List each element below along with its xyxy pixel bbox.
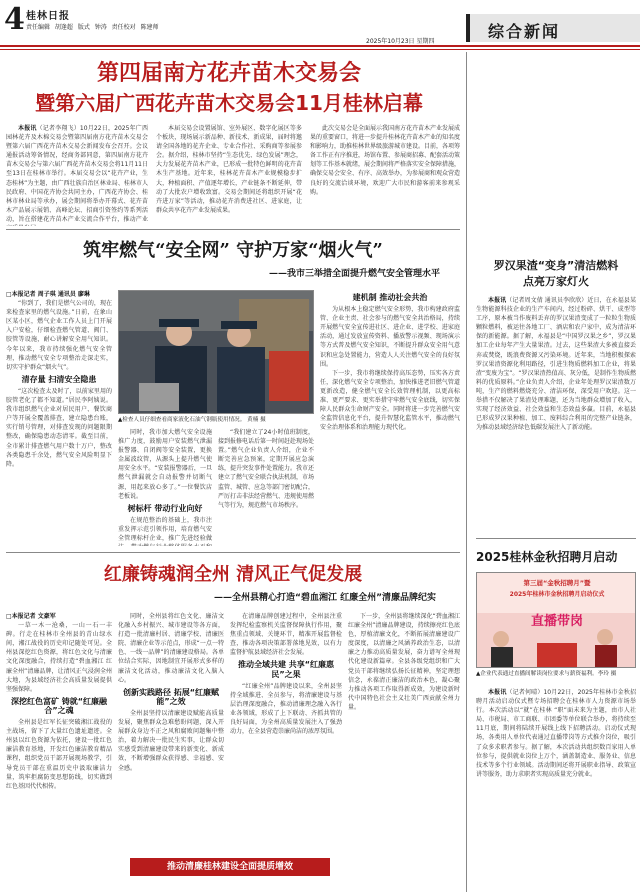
lead-headline: [0, 60, 458, 118]
section-name: 综合新闻: [488, 22, 561, 41]
gas-headline-block: [6, 236, 460, 279]
lead-headline-line2: 暨第六届广西花卉苗木交易会11月桂林启幕: [35, 91, 423, 115]
recruitment-photo: [476, 572, 636, 668]
clean-title: [6, 560, 460, 586]
gas-text-3a: “我们建立了24小时值班制度，接到报修电话后第一时间赶赴现场处置。”燃气企业负责人介绍，企业不断完善应急预案，定期开展应急演练，提升突发事件处置能力。我市还建立了燃气安全联合执法机制，市场监管、城管、应急等部门密切配合，严厉打击非法经营燃气、违规使用燃气等行为，规范燃气市场秩序。: [218, 429, 314, 509]
sidebar-story2-byline: 本报讯: [488, 689, 507, 696]
clean-subheading-2: 创新实践路径 拓展“红廉赋能”之效: [122, 687, 220, 706]
page-header: [0, 0, 640, 52]
sidebar-story1-byline: 本报讯: [488, 297, 507, 304]
clean-column-4: [348, 612, 460, 854]
header-rule-thin: [0, 49, 640, 50]
sidebar-story1-title: [476, 258, 636, 290]
clean-subheading-1: 深挖红色富矿 铸就“红廉融合”之魂: [10, 696, 108, 715]
banner-text-3: 直播带岗: [530, 614, 584, 629]
banner-text-1: 第三届“金秋招聘月”暨: [523, 579, 591, 587]
clean-subheading-3: 推动全域共建 共享“红廉惠民”之果: [237, 660, 335, 679]
sidebar-divider: [466, 52, 467, 892]
sidebar-story2-body: [476, 688, 636, 892]
gas-byline: □本报记者 周子琪 通讯员 廖琳: [6, 291, 90, 298]
gas-text-4: 下一步，我市将继续保持高压态势，压实各方责任，深化燃气安全专项整治，加快推进老旧燃气管道更新改造，健全燃气安全长效管理机制，以更高标准、更严要求、更实举措守牢燃气安全底线，切实保障人民群众生命财产安全。同时将进一步完善燃气安全监管信息化平台，提升智慧化监管水平，推动燃气安全治理体系和治理能力现代化。: [320, 369, 460, 432]
gas-bottom-rule: [6, 552, 460, 553]
page-number: 4: [4, 2, 25, 37]
lead-column-2: [156, 124, 302, 226]
gas-intro: “你到了，我们是燃气公司的，现在来检查家里的燃气设施。”日前，在象山区某小区，燃气企业工作人员上门开展入户安检，仔细检查燃气管道、阀门、胶管等设施，耐心讲解安全用气知识。今年以来，我市持续强化燃气安全管理，推动燃气安全专项整治走深走实，切实守护群众“烟火气”。: [6, 300, 112, 371]
clean-column-2: [118, 612, 224, 854]
lead-text-3: 此次交易会是全面展示我国南方花卉苗木产业发展成果的重要窗口，将进一步提升桂林花卉苗木产业的知名度和影响力，助推桂林世界级旅游城市建设。目前，各项筹备工作正有序推进，场馆布置、参展商招募、配套活动策划等工作基本就绪，展会期间将严格落实安全保障措施，确保交易会安全、有序、高效举办，为参展商和观众营造良好的交流洽谈环境，欢迎广大市民和游客前来参观采购。: [310, 125, 460, 196]
editor-credits: 责任编辑 胡逢超 版式 钟涛 责任校对 陈建师: [26, 24, 159, 31]
gas-text-2a: 同时，我市加大燃气安全设施推广力度，鼓励用户安装燃气泄漏报警器、自闭阀等安全装置，更换金属波纹管，从源头上提升燃气使用安全水平。“安装报警器后，一旦燃气泄漏就会自动报警并切断气源，用起来放心多了。”一位餐饮店老板说。: [118, 429, 212, 500]
lead-bottom-rule: [6, 229, 460, 230]
sidebar-story2-title: 2025桂林金秋招聘月启动: [476, 550, 618, 564]
clean-title-red-char: 红: [103, 564, 122, 585]
clean-text-2: 全州县坚持以清廉建设赋能高质量发展，聚焦群众急难愁盼问题，深入开展群众身边不正之风和腐败问题集中整治，着力解决一批民生实事，让群众切实感受到清廉建设带来的新变化、新成效，不断增强群众获得感、幸福感、安全感。: [118, 709, 224, 772]
gas-column-3: [218, 428, 314, 546]
gas-photo: [118, 290, 314, 414]
lead-column-3: [310, 124, 460, 226]
clean-title-text: 廉铸魂润全州 清风正气促发展: [121, 564, 363, 585]
section-tab-accent: [466, 14, 470, 42]
gas-subheading-1: 清存量 扫清安全隐患: [21, 374, 97, 384]
lead-column-1: [6, 124, 148, 226]
gas-text-2: 在规范整治的基础上，我市注重发挥示范引领作用，培育燃气安全管理标杆企业，推广先进经验做: [118, 516, 212, 543]
gas-column-2: [118, 428, 212, 546]
recruitment-photo-caption: ▲企业代表通过直播间解读岗位要求与薪资福利。李玲 摄: [476, 671, 617, 677]
clean-text-3a: 在清廉品牌创建过程中，全州县注重发挥纪检监察机关监督保障执行作用，聚焦重点领域、关键环节，精准开展监督检查，推动各项决策部署落地见效，以有力监督护航县域经济社会发展。: [230, 613, 342, 657]
clean-column-1: [6, 612, 112, 854]
gas-subtitle: ——我市三举措全面提升燃气安全管理水平: [268, 269, 440, 279]
clean-text-1a: 一草一木一沧桑，一山一石一丰碑。行走在桂林市全州县的青山绿水间，湘江战役的历史印记随处可见。全州县深挖红色资源，将红色文化与清廉文化深度融合，持续打造“碧血湘江 红廉全州”清廉品牌，让清风正气浸润全州大地，为县域经济社会高质量发展提供坚强保障。: [6, 622, 112, 693]
gas-subheading-3: 建机制 推动社会共治: [352, 293, 428, 302]
recruitment-banner-icon: [477, 573, 636, 668]
clean-text-4: 下一步，全州县将继续深化“碧血湘江 红廉全州”清廉品牌建设，持续擦亮红色底色，厚植清廉文化，不断拓展清廉建设广度深度，以清廉之风涵养政治生态，以清廉之力推动高质量发展，奋力谱写全州现代化建设新篇章。全县各级党组织和广大党员干部将继续弘扬长征精神，坚定理想信念，永葆清正廉洁的政治本色，凝心聚力推动各项工作取得新成效，为建设新时代中国特色社会主义壮美广西贡献全州力量。: [348, 613, 460, 711]
gas-subheading-2: 树标杆 带动行业向好: [127, 503, 203, 513]
clean-text-1: 全州县是红军长征突破湘江战役的主战场，留下了大量红色遗址遗迹。全州县以红色资源为依托，建设一批红色廉洁教育基地，开发红色廉洁教育精品课程，组织党员干部开展现场教学，引导党员干部在重温历史中汲取廉洁力量，筑牢拒腐防变思想防线，切实做到红色基因代代相传。: [6, 719, 112, 790]
promo-bar: 推动清廉桂林建设全面提质增效: [130, 858, 330, 876]
gas-title: 筑牢燃气“安全网” 守护万家“烟火气”: [83, 240, 383, 261]
section-tab: [466, 14, 640, 42]
gas-text-1: “这次检查太及时了，以前家里用的胶管老化了都不知道。”居民李阿姨说。我市组织燃气企业对居民用户、餐饮商户等开展全覆盖排查，建立隐患台账，实行销号管理，对排查发现的问题限期整改，确保隐患动态清零。截至目前，全市累计排查燃气用户数十万户，整改各类隐患千余处，燃气安全风险明显下降。: [6, 387, 112, 468]
gas-text-3: 为从根本上稳定燃气安全形势，我市构建政府监管、企业主责、社会参与的燃气安全共治格局，持续开展燃气安全宣传进社区、进企业、进学校、进家庭活动，通过发放宣传资料、播放警示视频、现场演示等方式普及燃气安全知识，不断提升群众安全用气意识和应急处置能力，营造人人关注燃气安全的良好氛围。: [320, 306, 460, 368]
lead-text-2: 本届交易会设置展馆、室外展区、数字化展区等多个板块，现场展示新品种、新技术、新成果，届时将邀请全国各地的花卉企业、专业合作社、采购商等参展参会。据介绍，桂林市坚持“生态优先、绿色发展”理念，大力发展花卉苗木产业，已形成一批特色鲜明的花卉苗木生产基地。近年来，桂林花卉苗木产业规模稳步扩大，种植面积、产值逐年增长，产业链条不断延伸，带动了大批农户增收致富。交易会期间还将组织开展“花卉进万家”等活动，推动花卉消费进社区、进家庭，让群众共享花卉产业发展成果。: [156, 125, 302, 214]
date-line: 2025年10月23日 星期四: [366, 38, 435, 45]
gas-photo-caption: ▲检查人员仔细查看商家液化石油气钢瓶使用情况。 黄楠 摄: [118, 417, 266, 423]
gas-column-4: [320, 290, 460, 546]
gas-column-1: [6, 290, 112, 546]
header-rule: [0, 45, 640, 47]
banner-text-2: 2025年桂林市金秋招聘月启动仪式: [509, 591, 605, 598]
clean-text-2a: 同时，全州县将红色文化、廉洁文化融入乡村振兴、城市建设等各方面，打造一批清廉村居、清廉学校、清廉医院、清廉企业等示范点，形成“一点一特色、一线一品牌”的清廉建设格局。各单位结合实际，因地制宜开展形式多样的廉洁文化活动，推动廉洁文化入脑入心。: [118, 613, 224, 684]
sidebar-rule: [476, 538, 636, 539]
clean-subtitle: ——全州县精心打造“碧血湘江 红廉全州”清廉品牌纪实: [214, 593, 436, 603]
clean-text-3: “红廉全州”品牌建设以来，全州县坚持全域推进、全员参与，将清廉建设与基层治理深度融合，推动清廉理念融入各行业各领域，形成了上下联动、齐抓共管的良好局面，为全州高质量发展注入了强劲动力，在全县营造崇廉尚洁的浓厚氛围。: [230, 682, 342, 736]
clean-headline-block: [6, 560, 460, 603]
clean-column-3: [230, 612, 342, 854]
clean-byline: □本报记者 文豪军: [6, 613, 56, 620]
sidebar-story1-text: （记者周文倩 通讯员李欣欣）近日，在永福县某生物能源科技企业的生产车间内，经过粉碎、烘干、成型等工序，原本被当作废料丢弃的罗汉果渣变成了一粒粒生物质颗粒燃料，被运往各地工厂、酒店和农户家中，成为清洁环保的新能源。据了解，永福县是“中国罗汉果之乡”，罗汉果加工企业每年产生大量果渣。过去，这些果渣大多被直接丢弃或焚烧，既浪费资源又污染环境。近年来，当地积极探索罗汉果渣资源化利用路径，引进生物质燃料加工企业，将果渣“变废为宝”。“罗汉果渣热值高、灰分低，是制作生物质燃料的优质原料。”企业负责人介绍，企业年处理罗汉果渣数万吨，生产的燃料燃烧充分、清洁环保，深受用户欢迎。这一举措不仅解决了果渣处理难题，还为当地群众增加了收入，实现了经济效益、社会效益和生态效益多赢。目前，永福县已形成罗汉果种植、加工、废料综合利用的完整产业链条，为推动县域经济绿色低碳发展注入了新动能。: [476, 297, 636, 432]
lead-byline: 本报讯: [18, 125, 37, 132]
paper-name: 桂林日报: [26, 11, 70, 22]
lead-headline-line1: 第四届南方花卉苗木交易会: [96, 61, 361, 86]
sidebar-story2-text: （记者何晴）10月22日，2025年桂林市金秋招聘月活动启动仪式暨专场招聘会在桂林市人力资源市场举行。本次活动以“就”在桂林 “职”面未来为主题，由市人社局、市税局、市工商联、市团委等单位联合举办，将持续至11月底，期间将陆续开展线上线下招聘活动。启动仪式现场，各类用人单位代表通过直播带岗等方式推介岗位，吸引了众多求职者参与。据了解，本次活动共组织数百家用人单位参与，提供就业岗位上万个，涵盖制造业、服务业、信息技术等多个行业领域。活动期间还将开展职业指导、政策宣讲等服务，助力求职者实现高质量充分就业。: [476, 689, 636, 778]
gas-inspection-photo-icon: [119, 291, 314, 414]
sidebar-story1-body: [476, 296, 636, 532]
sidebar-story1-title-line2: 点亮万家灯火: [523, 275, 589, 288]
lead-text-1: （记者李翔飞）10月22日，2025年广西园林花卉及木棉交易会暨第四届南方花卉苗木交易会暨第六届广西花卉苗木交易会新闻发布会召开。会议通报活动筹备情况，经商务部同意，第四届南方花卉苗木交易会与第六届广西花卉苗木交易会将11月11日至13日在桂林市举行。本届交易会以“花卉产业，生态桂林”为主题，由广西壮族自治区林业局、桂林市人民政府、中国花卉协会共同主办，广西花卉协会、桂林市林业局等承办，展会期间将举办开幕式、花卉苗木产品展示展销、高峰论坛、招商引资签约等系列活动，旨在搭建花卉苗木产业交流合作平台，推动产业: [6, 125, 148, 223]
sidebar-story1-title-line1: 罗汉果渣“变身”清洁燃料: [493, 259, 619, 272]
